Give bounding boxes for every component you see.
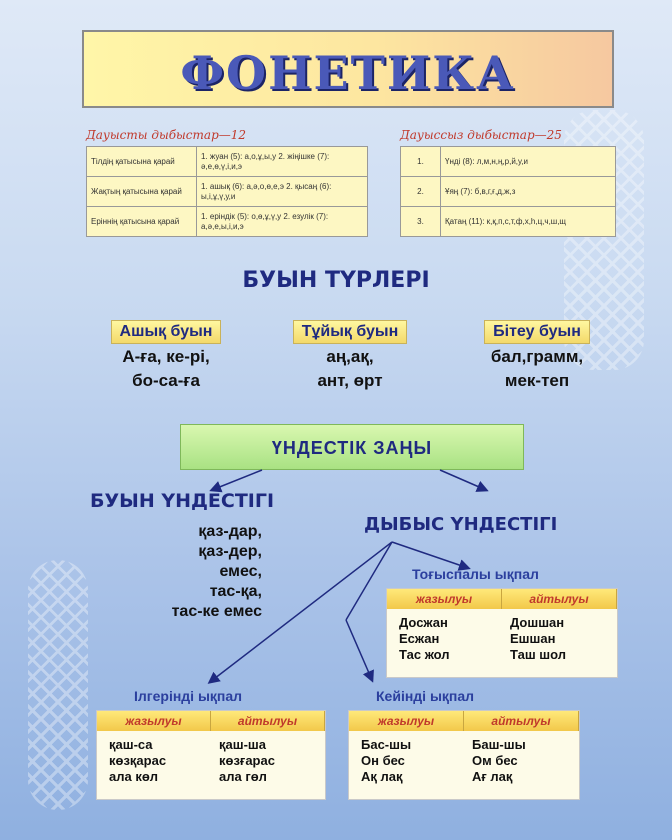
cell: Ом бес: [472, 753, 518, 768]
table-cell: 1. жуан (5): а,о,ұ,ы,у 2. жіңішке (7): ә,е,ө,ү,і,и,э: [197, 147, 368, 177]
cell: Дошшан: [510, 615, 565, 630]
syllable-example: бал,грамм,: [490, 347, 584, 366]
written-column: [101, 737, 211, 785]
syllable-harmony-title: БУЫН ҮНДЕСТІГІ: [90, 490, 275, 512]
table-cell: 1.: [401, 147, 441, 177]
consonants-heading: Дауыссыз дыбыстар—25: [400, 128, 562, 142]
syllable-type-label: Ашық буын: [111, 320, 222, 344]
cell: қаш-са: [109, 737, 153, 752]
cell: Ағ лақ: [472, 769, 513, 784]
progressive-influence-title: Ілгерінді ықпал: [134, 688, 243, 704]
cell: ала көл: [109, 769, 159, 784]
syllable-example: А-ға, ке-рі,: [122, 347, 210, 366]
example-word: тас-қа,: [209, 583, 262, 600]
table-cell: Еріннің қатысына қарай: [87, 207, 197, 237]
syllable-example: мек-теп: [504, 371, 570, 390]
spoken-column: [502, 615, 613, 663]
table-body: [97, 731, 325, 791]
cell: Он бес: [361, 753, 405, 768]
cell: Таш шол: [510, 647, 567, 662]
table-cell: Жақтың қатысына қарай: [87, 177, 197, 207]
arrow-to-sound-harmony: [440, 470, 486, 490]
syllable-types-title: БУЫН ТҮРЛЕРІ: [242, 268, 430, 293]
written-column: [353, 737, 464, 785]
column-header-written: жазылуы: [97, 711, 211, 731]
table-header: [349, 711, 579, 731]
mutual-influence-table: [386, 588, 618, 678]
table-header: [97, 711, 325, 731]
table-body: [349, 731, 579, 791]
cell: көзғарас: [219, 753, 275, 768]
table-cell: Қатаң (11): к,қ,п,с,т,ф,х,һ,ц,ч,ш,щ: [441, 207, 616, 237]
cell: Бас-шы: [361, 737, 412, 752]
table-body: [387, 609, 617, 669]
syllable-type-label: Тұйық буын: [293, 320, 408, 344]
vowels-heading: Дауысты дыбыстар—12: [86, 128, 247, 142]
table-cell: Тілдің қатысына қарай: [87, 147, 197, 177]
table-cell: Ұяң (7): б,в,г,ғ,д,ж,з: [441, 177, 616, 207]
cell: Ақ лақ: [361, 769, 403, 784]
table-header: [387, 589, 617, 609]
syllable-type-label: Бітеу буын: [484, 320, 590, 344]
table-cell: Үнді (8): л,м,н,ң,р,й,у,и: [441, 147, 616, 177]
syllable-example: бо-са-ға: [132, 371, 200, 390]
arrow-to-regressive: [346, 620, 372, 680]
syllable-harmony-examples: [112, 522, 262, 622]
syllable-example: ант, өрт: [317, 371, 383, 390]
spoken-column: [211, 737, 321, 785]
example-word: қаз-дер,: [198, 543, 262, 560]
example-word: қаз-дар,: [198, 523, 262, 540]
arrow-to-mutual: [392, 542, 468, 568]
cell: Досжан: [399, 615, 448, 630]
arrow-to-syllable-harmony: [212, 470, 262, 490]
page-title: ФОНЕТИКА: [180, 46, 516, 100]
table-cell: 2.: [401, 177, 441, 207]
regressive-influence-table: [348, 710, 580, 800]
cell: Есжан: [399, 631, 440, 646]
cell: қаш-ша: [219, 737, 266, 752]
regressive-influence-title: Кейінді ықпал: [376, 688, 475, 704]
sound-harmony-title: ДЫБЫС ҮНДЕСТІГІ: [364, 514, 558, 535]
cell: көзқарас: [109, 753, 167, 768]
example-word: тас-ке емес: [171, 603, 262, 620]
written-column: [391, 615, 502, 663]
cell: Тас жол: [399, 647, 450, 662]
column-header-written: жазылуы: [387, 589, 502, 609]
mutual-influence-title: Тоғыспалы ықпал: [412, 566, 539, 582]
column-header-spoken: айтылуы: [464, 711, 579, 731]
example-word: емес,: [219, 563, 262, 580]
cell: Баш-шы: [472, 737, 526, 752]
column-header-spoken: айтылуы: [502, 589, 617, 609]
syllable-example: аң,ақ,: [326, 347, 374, 366]
table-cell: 3.: [401, 207, 441, 237]
cell: Ешшан: [510, 631, 556, 646]
column-header-spoken: айтылуы: [211, 711, 325, 731]
spoken-column: [464, 737, 575, 785]
cell: ала гөл: [219, 769, 267, 784]
table-cell: 1. еріндік (5): о,ө,ұ,ү,у 2. езулік (7): а,ә,е,ы,і,и,э: [197, 207, 368, 237]
column-header-written: жазылуы: [349, 711, 464, 731]
table-cell: 1. ашық (6): а,ә,о,ө,е,э 2. қысаң (6): ы,і,ұ,ү,у,и: [197, 177, 368, 207]
harmony-law-title: ҮНДЕСТІК ЗАҢЫ: [271, 438, 433, 458]
progressive-influence-table: [96, 710, 326, 800]
